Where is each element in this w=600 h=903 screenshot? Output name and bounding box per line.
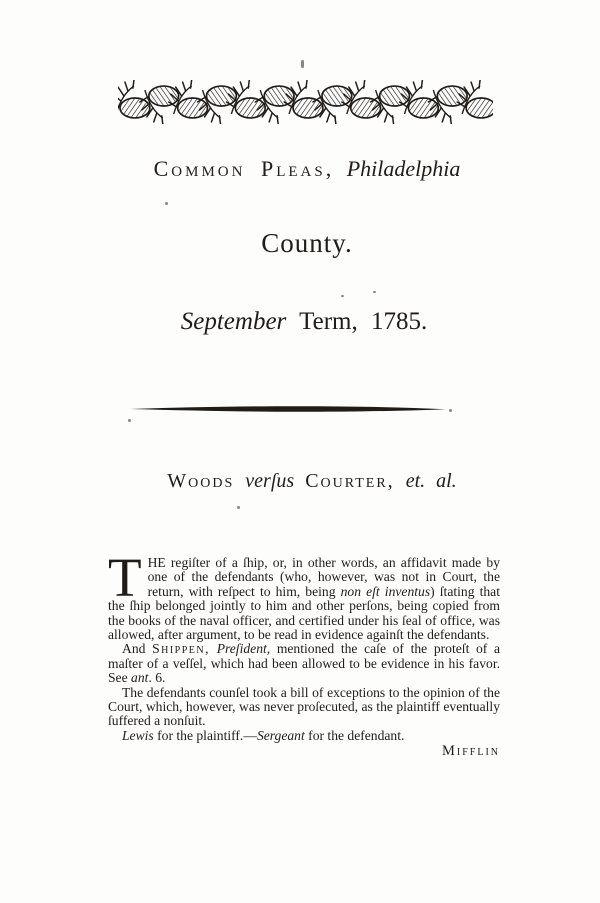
case-et-al: et. al. bbox=[405, 470, 457, 492]
scan-speck bbox=[128, 419, 131, 422]
text-run: ) ſtating that the ſhip belonged jointly to him and other perſons, being copied from the books of the naval officer, and certified under his ſeal of office, was allowed, after argument, to be read in evidence againſt the defendants. bbox=[108, 583, 500, 643]
dropcap-letter: T bbox=[108, 547, 142, 608]
paragraph-shippen bbox=[108, 642, 500, 685]
case-heading bbox=[24, 470, 600, 493]
paragraph-counsel bbox=[108, 729, 500, 743]
text-run: mentioned the caſe of the proteſt of a maſter of a veſſel, which had been allowed to be evidence in his favor. See bbox=[108, 641, 500, 686]
judge-title: Preſident, bbox=[216, 641, 271, 657]
paragraph-register bbox=[108, 547, 500, 643]
paragraph-exceptions: The defendants counſel took a bill of exceptions to the opinion of the Court, which, however, was never proſecuted, as the plaintiff eventually ſuffered a nonſuit. bbox=[108, 684, 500, 729]
scan-speck bbox=[301, 60, 304, 68]
text-run: HE regiſter of a ſhip, or, in other words, an affidavit made by one of the defendants (who, however, was not in Court, the return, with reſpect to him, being bbox=[147, 555, 500, 599]
scan-speck bbox=[341, 295, 344, 297]
masthead-term bbox=[8, 308, 600, 336]
text-run: for the plaintiff.— bbox=[153, 727, 257, 743]
case-defendant: Courter, bbox=[305, 470, 395, 492]
term-month: September bbox=[180, 308, 287, 335]
judge-name: Shippen, bbox=[152, 641, 211, 657]
court-name: Common Pleas, bbox=[153, 156, 335, 181]
citation-ref: ant bbox=[131, 670, 149, 686]
scan-speck bbox=[165, 202, 168, 205]
counsel-plaintiff: Lewis bbox=[122, 727, 154, 743]
court-place: Philadelphia bbox=[346, 156, 461, 181]
text-run: for the defendant. bbox=[304, 727, 405, 743]
scan-speck bbox=[237, 506, 240, 509]
laurel-ornament-band bbox=[118, 80, 493, 124]
counsel-defendant: Sergeant bbox=[256, 727, 305, 743]
latin-phrase: non eſt inventus bbox=[340, 583, 431, 599]
scan-speck bbox=[373, 291, 376, 293]
text-run: And bbox=[122, 641, 153, 657]
term-year: Term, 1785. bbox=[299, 308, 428, 335]
case-plaintiff: Woods bbox=[167, 470, 235, 492]
text-run: . 6. bbox=[148, 670, 166, 686]
tapered-rule-divider bbox=[128, 402, 448, 414]
masthead-title bbox=[14, 152, 600, 186]
scan-speck bbox=[449, 409, 452, 412]
opinion-text bbox=[108, 547, 500, 759]
catchword: Mifflin bbox=[441, 742, 500, 759]
case-versus: verſus bbox=[245, 470, 295, 492]
masthead-county: County. bbox=[261, 228, 353, 258]
